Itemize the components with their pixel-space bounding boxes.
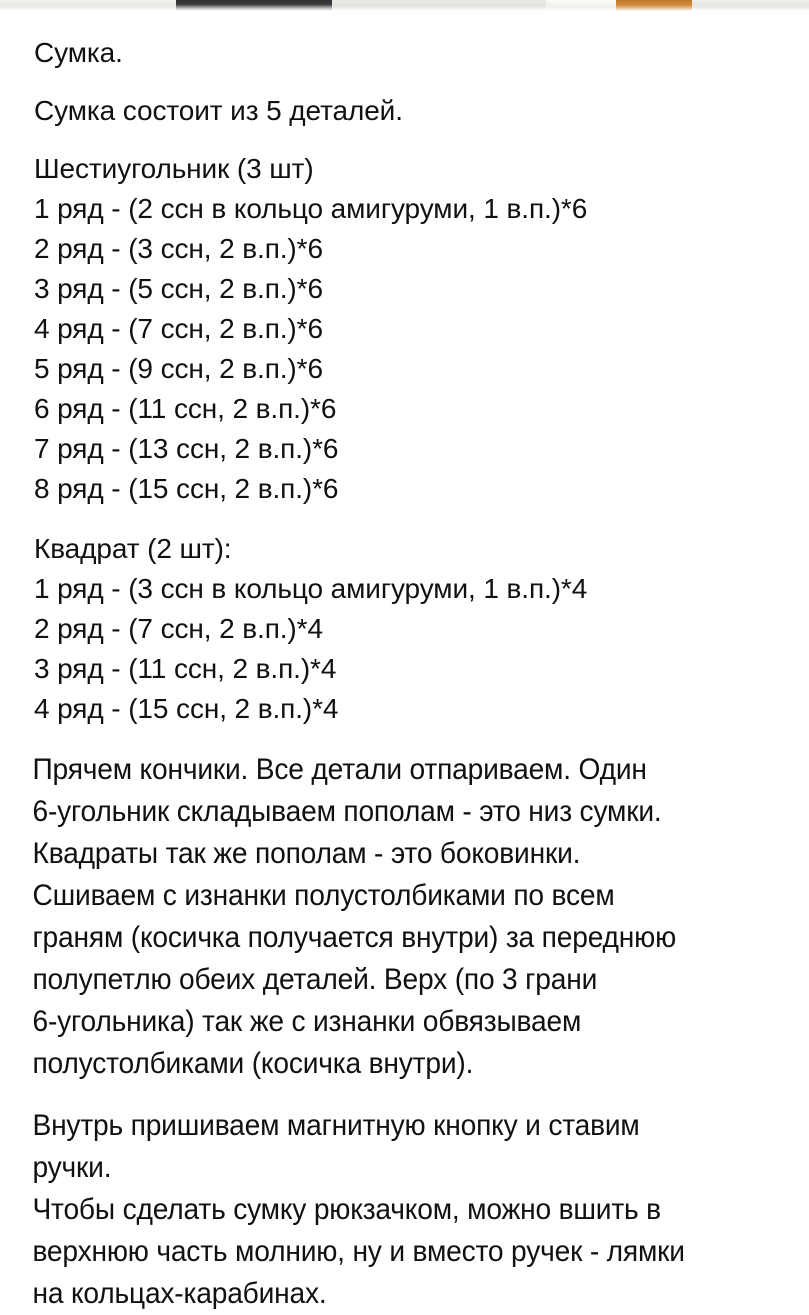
spacer-after-square (0, 729, 809, 749)
photo-fragment-white (546, 0, 616, 11)
finishing-line: Чтобы сделать сумку рюкзачком, можно вшить в (32, 1193, 661, 1226)
pattern-intro (0, 91, 809, 131)
spacer-after-title (0, 73, 809, 91)
square-row: 3 ряд - (11 ссн, 2 в.п.)*4 (34, 653, 337, 684)
pattern-title (0, 33, 809, 73)
hexagon-row: 3 ряд - (5 ссн, 2 в.п.)*6 (34, 273, 323, 304)
assembly-section (0, 749, 806, 1085)
finishing-line: Внутрь пришиваем магнитную кнопку и ставим (32, 1109, 640, 1142)
pattern-document-body (0, 11, 809, 1315)
assembly-line: полупетлю обеих деталей. Верх (по 3 грани (32, 963, 598, 996)
hexagon-row: 1 ряд - (2 ссн в кольцо амигуруми, 1 в.п.)*6 (34, 193, 588, 224)
photo-fragment-dark (176, 0, 332, 11)
cropped-photo-strip (0, 0, 809, 11)
assembly-line: Квадраты так же пополам - это боковинки. (32, 837, 581, 870)
finishing-section (0, 1105, 806, 1315)
hexagon-row: 5 ряд - (9 ссн, 2 в.п.)*6 (34, 353, 323, 384)
photo-fragment-light-mid (332, 0, 546, 11)
hexagon-row: 7 ряд - (13 ссн, 2 в.п.)*6 (34, 433, 339, 464)
photo-fragment-light-left (0, 0, 176, 11)
hexagon-row: 6 ряд - (11 ссн, 2 в.п.)*6 (34, 393, 337, 424)
square-row: 2 ряд - (7 ссн, 2 в.п.)*4 (34, 613, 323, 644)
spacer-after-intro (0, 131, 809, 149)
pattern-intro-text: Сумка состоит из 5 деталей. (34, 95, 403, 126)
square-heading: Квадрат (2 шт): (34, 533, 232, 564)
finishing-line: ручки. (32, 1151, 112, 1184)
spacer-after-assembly (0, 1085, 809, 1105)
hexagon-heading: Шестиугольник (3 шт) (34, 153, 314, 184)
assembly-line: 6-угольник складываем пополам - это низ сумки. (32, 795, 662, 828)
assembly-line: Прячем кончики. Все детали отпариваем. Один (32, 753, 647, 786)
square-section (0, 529, 809, 729)
photo-fragment-orange (616, 0, 692, 11)
assembly-line: Сшиваем с изнанки полустолбиками по всем (32, 879, 615, 912)
assembly-line: 6-угольника) так же с изнанки обвязываем (32, 1005, 582, 1038)
assembly-line: граням (косичка получается внутри) за переднюю (32, 921, 677, 954)
pattern-title-text: Сумка. (34, 37, 123, 68)
spacer-after-hexagon (0, 509, 809, 529)
hexagon-row: 8 ряд - (15 ссн, 2 в.п.)*6 (34, 473, 339, 504)
hexagon-row: 4 ряд - (7 ссн, 2 в.п.)*6 (34, 313, 323, 344)
square-row: 4 ряд - (15 ссн, 2 в.п.)*4 (34, 693, 339, 724)
square-row: 1 ряд - (3 ссн в кольцо амигуруми, 1 в.п.)*4 (34, 573, 588, 604)
finishing-line: на кольцах-карабинах. (32, 1277, 327, 1310)
assembly-line: полустолбиками (косичка внутри). (32, 1047, 474, 1080)
hexagon-section (0, 149, 809, 509)
hexagon-row: 2 ряд - (3 ссн, 2 в.п.)*6 (34, 233, 323, 264)
finishing-line: верхнюю часть молнию, ну и вместо ручек - лямки (32, 1235, 685, 1268)
photo-fragment-light-right (692, 0, 809, 11)
spacer-top (0, 11, 809, 33)
